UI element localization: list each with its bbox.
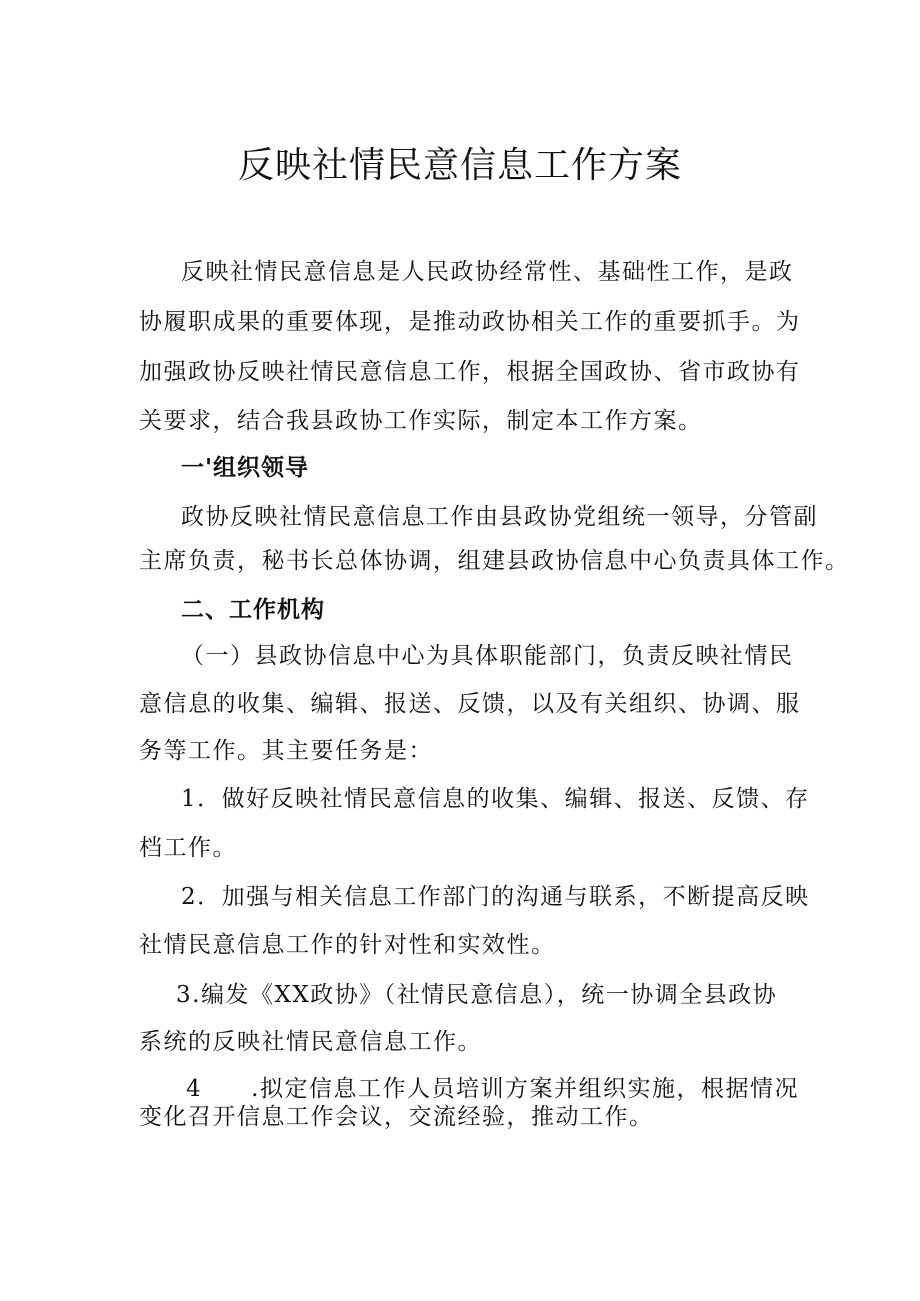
section2-sub1-line-3: 务等工作。其主要任务是： [139, 738, 433, 764]
document-title: 反映社情民意信息工作方案 [237, 145, 682, 186]
section1-heading: 一'组织领导 [181, 455, 310, 481]
item3-line-1: 3.编发《XX政协》（社情民意信息），统一协调全县政协 [176, 982, 778, 1008]
intro-line-4: 关要求，结合我县政协工作实际，制定本工作方案。 [139, 408, 703, 434]
section2-sub1-line-2: 意信息的收集、编辑、报送、反馈，以及有关组织、协调、服 [139, 691, 801, 717]
intro-line-2: 协履职成果的重要体现，是推动政协相关工作的重要抓手。为 [139, 309, 801, 335]
item4-line-2: 变化召开信息工作会议，交流经验，推动工作。 [139, 1104, 654, 1130]
item4-line-1: 4 .拟定信息工作人员培训方案并组织实施，根据情况 [186, 1076, 799, 1102]
item3-line-2: 系统的反映社情民意信息工作。 [139, 1029, 482, 1055]
section1-line-1: 政协反映社情民意信息工作由县政协党组统一领导，分管副 [181, 504, 818, 530]
item1-line-2: 档工作。 [139, 835, 237, 861]
section2-sub1-line-1: （一）县政协信息中心为具体职能部门，负责反映社情民 [181, 643, 794, 669]
item1-line-1: 1．做好反映社情民意信息的收集、编辑、报送、反馈、存 [181, 786, 810, 812]
intro-line-1: 反映社情民意信息是人民政协经常性、基础性工作，是政 [181, 259, 794, 285]
intro-line-3: 加强政协反映社情民意信息工作，根据全国政协、省市政协有 [139, 359, 801, 385]
section1-line-2: 主席负责，秘书长总体协调，组建县政协信息中心负责具体工作。 [139, 548, 850, 574]
item2-line-1: 2．加强与相关信息工作部门的沟通与联系，不断提高反映 [181, 884, 810, 910]
section2-heading: 二、工作机构 [181, 597, 325, 623]
item2-line-2: 社情民意信息工作的针对性和实效性。 [139, 932, 556, 958]
